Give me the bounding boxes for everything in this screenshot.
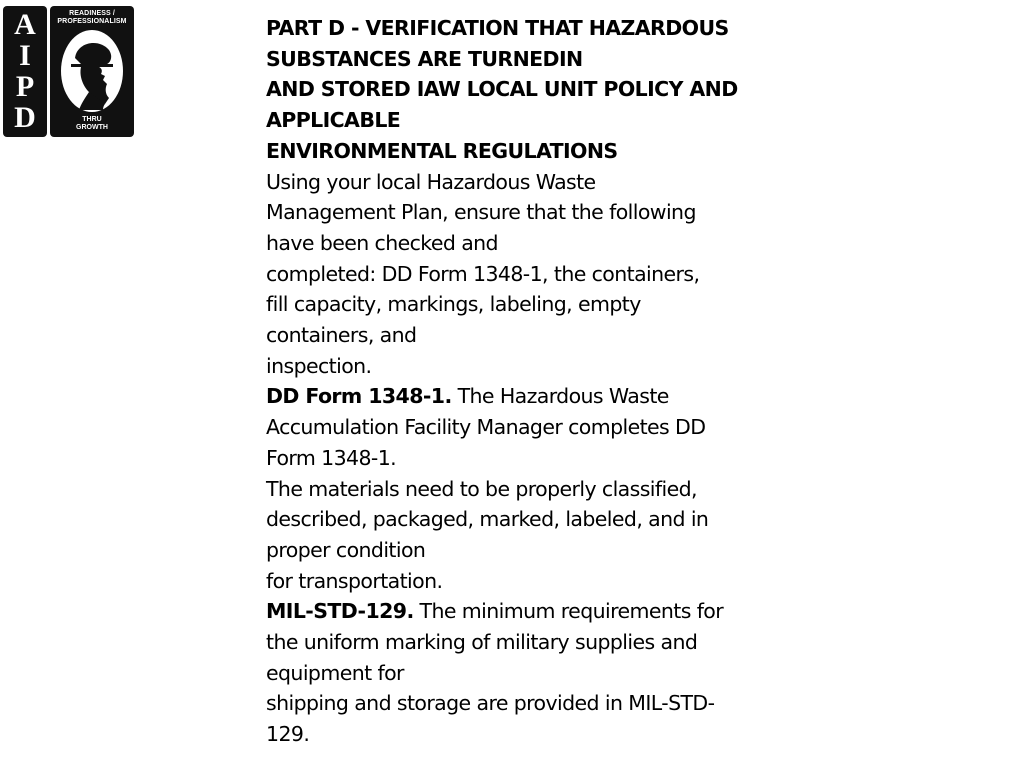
heading-line: AND STORED IAW LOCAL UNIT POLICY AND bbox=[266, 77, 738, 102]
intro-line: Management Plan, ensure that the following bbox=[266, 200, 696, 225]
heading-line: APPLICABLE bbox=[266, 108, 401, 133]
milstd-line: equipment for bbox=[266, 660, 404, 685]
dd-form-term: DD Form 1348-1. bbox=[266, 384, 452, 409]
logo-emblem-panel bbox=[50, 6, 134, 137]
intro-line: Using your local Hazardous Waste bbox=[266, 169, 596, 194]
logo-letter-a: A bbox=[14, 8, 36, 41]
logo-motto-growth: GROWTH bbox=[76, 124, 108, 131]
dd-form-paragraph-start bbox=[266, 381, 756, 412]
dd-form-line: for transportation. bbox=[266, 568, 443, 593]
dd-form-line: proper condition bbox=[266, 537, 426, 562]
logo-motto-bottom bbox=[50, 116, 134, 132]
logo-letter-d: D bbox=[14, 101, 36, 134]
heading-line: PART D - VERIFICATION THAT HAZARDOUS bbox=[266, 16, 729, 40]
logo-letter-i: I bbox=[19, 39, 31, 72]
logo-motto-thru: THRU bbox=[82, 116, 102, 123]
intro-line: have been checked and bbox=[266, 230, 498, 255]
dd-form-line: Form 1348-1. bbox=[266, 445, 397, 470]
milstd-paragraph-start bbox=[266, 596, 756, 627]
heading-line: ENVIRONMENTAL REGULATIONS bbox=[266, 138, 618, 163]
dd-form-line: Accumulation Facility Manager completes DD bbox=[266, 415, 706, 440]
aipd-logo bbox=[3, 6, 134, 137]
logo-letter-p: P bbox=[15, 70, 35, 103]
logo-motto-top bbox=[50, 10, 134, 26]
dd-form-line: The materials need to be properly classified, bbox=[266, 476, 697, 501]
logo-motto-readiness: READINESS / bbox=[69, 10, 115, 17]
logo-motto-professionalism: PROFESSIONALISM bbox=[57, 18, 127, 25]
intro-line: containers, and bbox=[266, 323, 417, 348]
intro-line: inspection. bbox=[266, 353, 372, 378]
heading-line: SUBSTANCES ARE TURNEDIN bbox=[266, 46, 583, 71]
document-body bbox=[266, 13, 756, 750]
milstd-line: the uniform marking of military supplies and bbox=[266, 630, 698, 655]
milstd-text: The minimum requirements for bbox=[413, 599, 724, 624]
milstd-line: 129. bbox=[266, 722, 310, 747]
aipd-letters-panel bbox=[3, 6, 47, 137]
dd-form-line: described, packaged, marked, labeled, and in bbox=[266, 507, 709, 532]
milstd-term: MIL-STD-129. bbox=[266, 599, 414, 624]
intro-line: fill capacity, markings, labeling, empty bbox=[266, 292, 641, 317]
dd-form-text: The Hazardous Waste bbox=[451, 384, 669, 409]
milstd-line: shipping and storage are provided in MIL-STD- bbox=[266, 691, 715, 716]
soldier-helmet-profile-icon bbox=[59, 28, 125, 114]
intro-line: completed: DD Form 1348-1, the containers, bbox=[266, 261, 700, 286]
